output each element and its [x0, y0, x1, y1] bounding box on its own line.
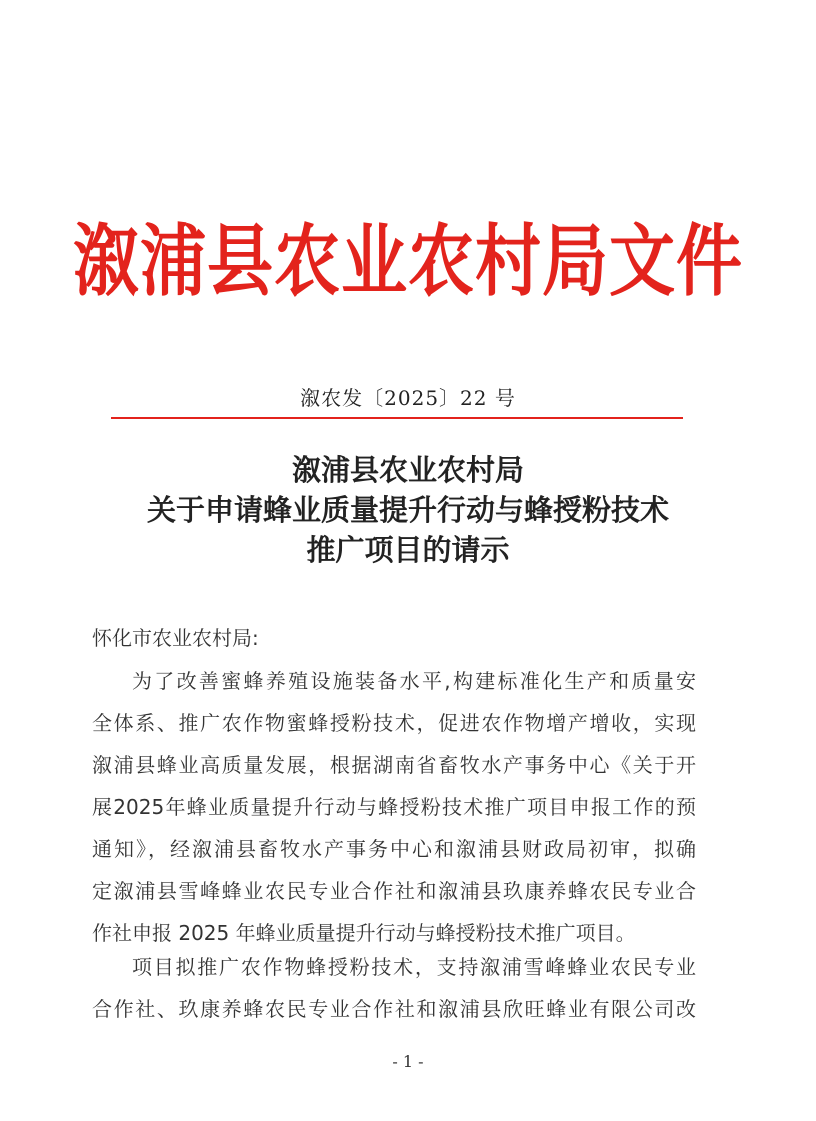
document-number: 溆农发〔2025〕22 号: [300, 386, 516, 410]
paragraph-line: 合作社、玖康养蜂农民专业合作社和溆浦县欣旺蜂业有限公司改: [92, 997, 696, 1021]
paragraph-line: 全体系、推广农作物蜜蜂授粉技术，促进农作物增产增收，实现: [92, 711, 696, 735]
page-number: - 1 -: [392, 1052, 424, 1071]
salutation: 怀化市农业农村局:: [92, 626, 259, 650]
title-line: 溆浦县农业农村局: [291, 453, 524, 487]
paragraph-line: 展2025年蜂业质量提升行动与蜂授粉技术推广项目申报工作的预: [92, 795, 696, 819]
paragraph-line: 通知》，经溆浦县畜牧水产事务中心和溆浦县财政局初审，拟确: [92, 837, 696, 861]
red-divider-line: [111, 417, 683, 419]
title-line: 关于申请蜂业质量提升行动与蜂授粉技术: [146, 493, 669, 527]
body-paragraph-1: [92, 660, 696, 954]
paragraph-line: 定溆浦县雪峰蜂业农民专业合作社和溆浦县玖康养蜂农民专业合: [92, 879, 696, 903]
paragraph-line: 为了改善蜜蜂养殖设施装备水平,构建标准化生产和质量安: [132, 669, 696, 693]
document-title: [0, 450, 816, 570]
paragraph-line: 作社申报 2025 年蜂业质量提升行动与蜂授粉技术推广项目。: [92, 921, 636, 945]
paragraph-line: 溆浦县蜂业高质量发展，根据湖南省畜牧水产事务中心《关于开: [92, 753, 696, 777]
body-paragraph-2: [92, 946, 696, 1030]
agency-header-title: 溆浦县农业农村局文件: [73, 215, 743, 307]
paragraph-line: 项目拟推广农作物蜂授粉技术，支持溆浦雪峰蜂业农民专业: [132, 955, 696, 979]
title-line: 推广项目的请示: [306, 533, 510, 567]
